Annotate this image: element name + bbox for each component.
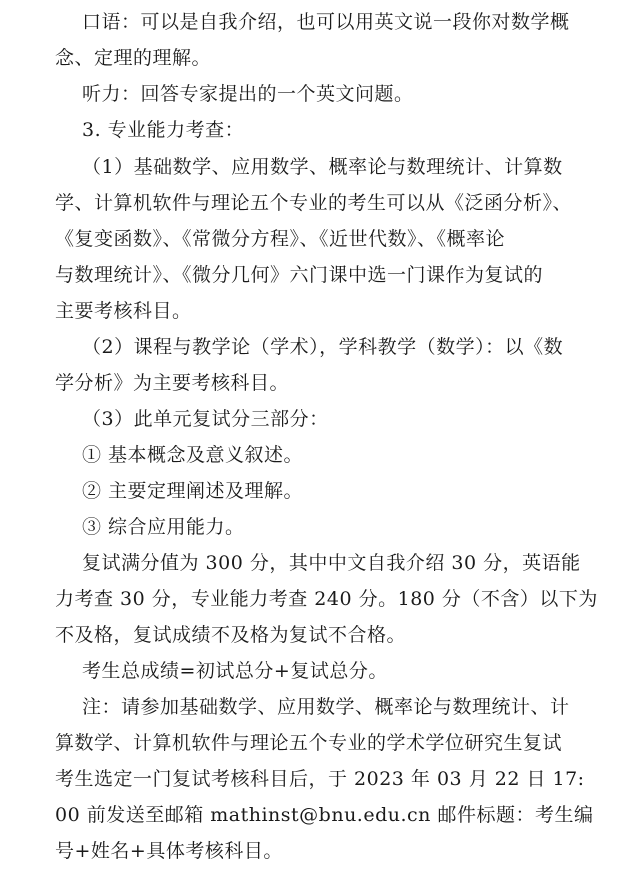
paragraph-line-score-cont1: 力考查 30 分，专业能力考查 240 分。180 分（不含）以下为 (55, 588, 598, 610)
section-heading-professional: 3. 专业能力考查： (82, 119, 245, 141)
list-item-basic-concepts: ① 基本概念及意义叙述。 (82, 444, 304, 466)
paragraph-line-total-score: 考生总成绩=初试总分+复试总分。 (82, 660, 388, 682)
paragraph-line-note-cont3: 号+姓名+具体考核科目。 (55, 840, 283, 862)
paragraph-line-note: 注：请参加基础数学、应用数学、概率论与数理统计、计 (82, 696, 570, 718)
paragraph-line-item1: （1）基础数学、应用数学、概率论与数理统计、计算数 (82, 156, 563, 178)
paragraph-line-oral-cont: 念、定理的理解。 (55, 47, 212, 69)
list-item-applied-ability: ③ 综合应用能力。 (82, 516, 245, 538)
paragraph-line-oral: 口语：可以是自我介绍，也可以用英文说一段你对数学概 (82, 11, 570, 33)
paragraph-line-item1-cont3: 与数理统计》、《微分几何》六门课中选一门课作为复试的 (55, 264, 544, 286)
paragraph-line-item1-cont1: 学、计算机软件与理论五个专业的考生可以从《泛函分析》、 (55, 192, 573, 214)
paragraph-line-score: 复试满分值为 300 分，其中中文自我介绍 30 分，英语能 (82, 552, 581, 574)
paragraph-line-item1-cont4: 主要考核科目。 (55, 300, 192, 322)
paragraph-line-item2: （2）课程与教学论（学术），学科教学（数学）：以《数 (82, 336, 564, 358)
paragraph-line-score-cont2: 不及格，复试成绩不及格为复试不合格。 (55, 624, 407, 646)
paragraph-line-note-email: 00 前发送至邮箱 mathinst@bnu.edu.cn 邮件标题：考生编 (55, 804, 594, 826)
paragraph-line-item3: （3）此单元复试分三部分： (82, 408, 329, 430)
paragraph-line-note-cont1: 算数学、计算机软件与理论五个专业的学术学位研究生复试 (55, 732, 563, 754)
paragraph-line-item2-cont: 学分析》为主要考核科目。 (55, 372, 290, 394)
list-item-main-theorems: ② 主要定理阐述及理解。 (82, 480, 304, 502)
paragraph-line-listening: 听力：回答专家提出的一个英文问题。 (82, 83, 414, 105)
paragraph-line-item1-cont2: 《复变函数》、《常微分方程》、《近世代数》、《概率论 (55, 228, 506, 250)
paragraph-line-note-cont2: 考生选定一门复试考核科目后，于 2023 年 03 月 22 日 17: (55, 768, 585, 790)
